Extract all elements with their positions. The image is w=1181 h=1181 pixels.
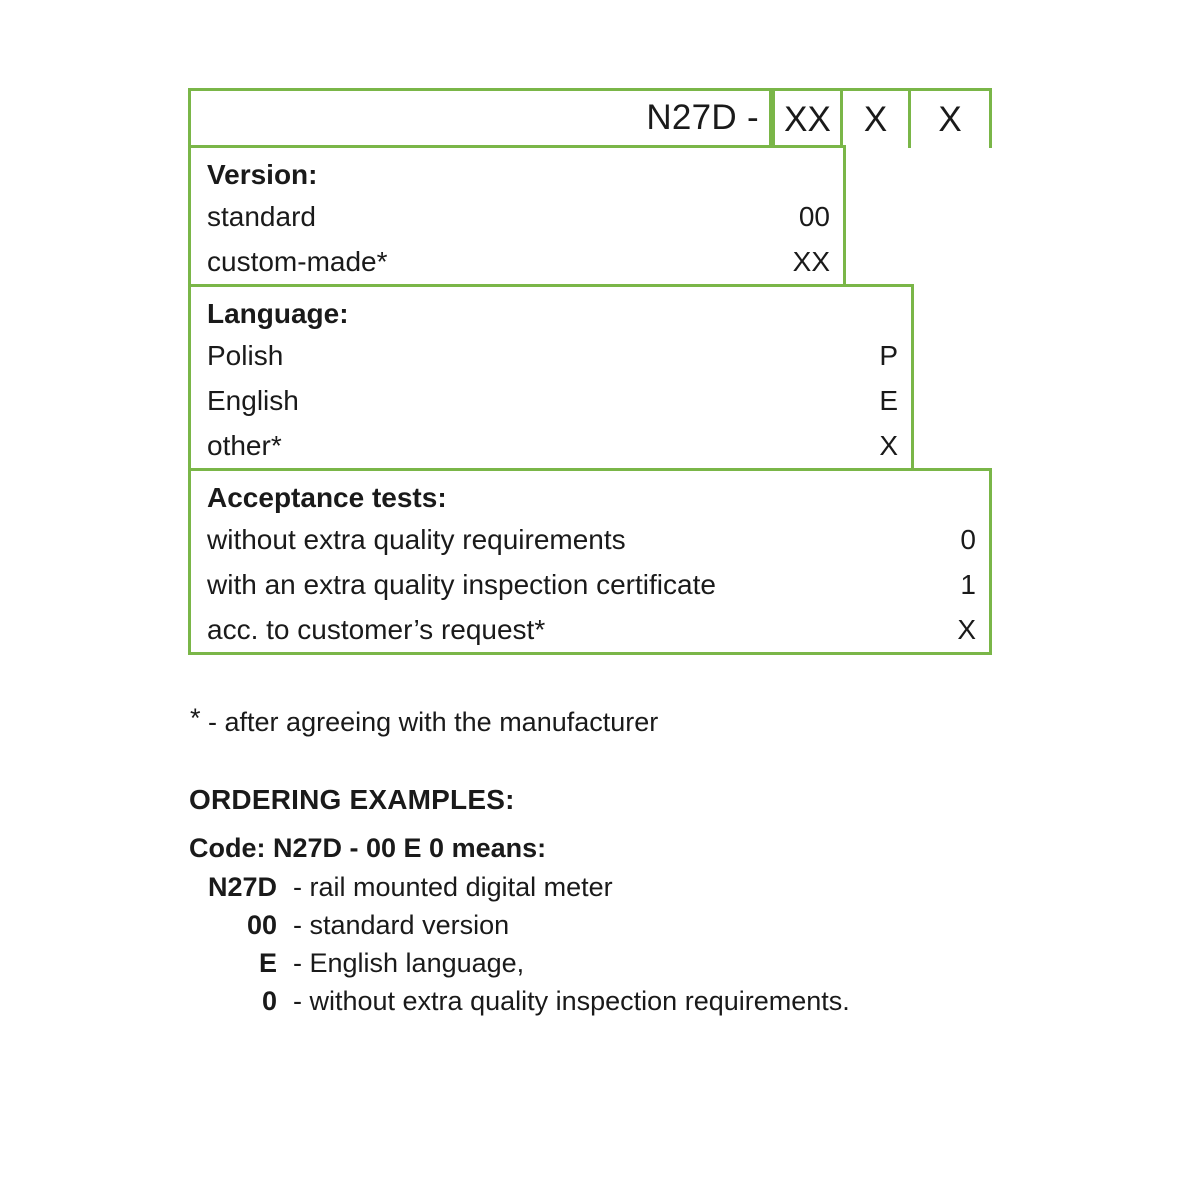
option-row [191,607,989,652]
example-description: - without extra quality inspection requirements. [293,986,850,1017]
option-row [191,194,843,239]
option-label: with an extra quality inspection certificate [207,569,716,600]
section-language-title: Language: [207,298,349,329]
example-description: - standard version [293,910,510,941]
option-label: English [207,385,299,416]
code-slot-language-text: X [863,99,888,139]
code-slot-version [772,88,843,148]
footnote-text: - after agreeing with the manufacturer [208,707,659,737]
example-description: - rail mounted digital meter [293,872,613,902]
option-row [191,333,911,378]
ordering-examples-list [189,868,850,1020]
section-language [188,284,914,471]
example-key: 00 [246,910,277,941]
example-row [189,906,850,944]
code-slot-version-text: XX [784,99,831,139]
option-label: acc. to customer’s request* [207,614,546,645]
section-version-title: Version: [207,159,318,190]
option-code: E [879,385,898,416]
example-row [189,944,850,982]
ordering-examples-title: ORDERING EXAMPLES: [189,784,515,815]
option-code: 00 [798,201,830,232]
option-row [191,239,843,284]
example-row [189,982,850,1020]
option-code: 1 [960,569,976,600]
option-label: without extra quality requirements [207,524,626,555]
ordering-code-table [188,88,992,655]
code-slot-language [843,88,911,148]
option-row [191,378,911,423]
base-code-text: N27D - [646,98,759,137]
footnote [190,703,658,738]
code-slot-acceptance-text: X [938,99,962,139]
option-row [191,517,989,562]
option-label: other* [207,430,282,461]
option-code: 0 [960,524,976,555]
code-slot-acceptance [911,88,992,148]
footnote-marker: * [190,703,201,733]
example-key: 0 [261,986,277,1017]
section-acceptance-tests [188,468,992,655]
option-row [191,423,911,468]
option-code: XX [792,246,830,277]
option-row [191,562,989,607]
ordering-examples-code-line: Code: N27D - 00 E 0 means: [189,833,547,863]
option-label: Polish [207,340,284,371]
code-header-row [188,88,992,148]
option-code: X [957,614,976,645]
example-key: N27D [207,872,277,902]
example-key: E [258,948,277,979]
option-label: custom-made* [207,246,388,277]
option-label: standard [207,201,316,232]
section-acceptance-tests-title: Acceptance tests: [207,482,447,513]
base-code-cell [188,88,772,148]
section-version [188,145,846,287]
example-description: - English language, [293,948,525,979]
option-code: X [879,430,898,461]
example-row [189,868,850,906]
option-code: P [879,340,898,371]
